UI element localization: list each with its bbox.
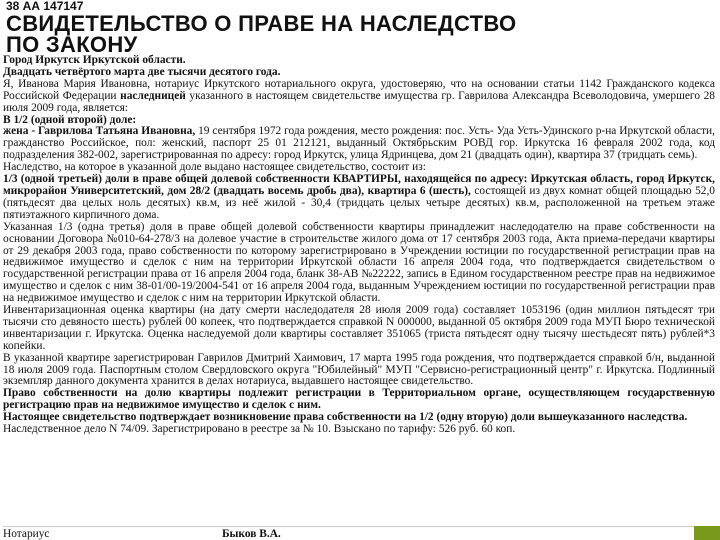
signature-line xyxy=(3,526,715,540)
notary-statement xyxy=(3,79,715,115)
estate-apartment-details: состоящей из двух комнат общей площадью 52,0 (пятьдесят два целых ноль десятых) кв.м, из неё жилой - 30,4 (тридцать целых четыре десятых) кв.м, расположенной на третьем этаже пятиэтажного кирпичного дома. xyxy=(3,184,716,221)
certificate-note: Настоящее свидетельство подтверждает возникновение права собственности на 1/2 (одну вторую) доли вышеуказанного наследства. xyxy=(3,411,688,424)
issue-date: Двадцать четвёртого марта две тысячи десятого года. xyxy=(3,65,281,78)
heir-personal-data: 19 сентября 1972 года рождения, место рождения: пос. Усть- Уда Усть-Удинского р-на Иркутской области, гражданство Российское, пол: женский, паспорт 25 01 212121, выданный Октябрьским РОВД гор. Иркутска 16 февраля 2002 года, код подразделения 382-002, зарегистрированная по адресу: город Иркутск, улица Ядринцева, дом 21 (двадцать один), квартира 37 (тридцать семь). xyxy=(3,125,716,162)
corner-mark xyxy=(694,526,720,540)
estate-apartment: 1/3 (одной третьей) доли в праве общей долевой собственности КВАРТИРЫ, находящейся по адресу: Иркутская область, город Иркутск, микрорайон Университетский, дом 28/2 (двадцать восемь дробь два), квартира 6 (шесть), xyxy=(3,173,715,197)
document-header xyxy=(6,0,714,55)
issue-city: Город Иркутск Иркутской области. xyxy=(3,54,186,66)
share-heading: В 1/2 (одной второй) доле: xyxy=(3,113,137,126)
heir-details xyxy=(3,126,715,162)
case-info: Наследственное дело N 74/09. Зарегистрировано в реестре за № 10. Взыскано по тарифу: 526 руб. 60 коп. xyxy=(3,423,516,436)
document-title-line-2: ПО ЗАКОНУ xyxy=(6,32,138,57)
signature-name: Быков В.А. xyxy=(222,528,281,540)
cohabitant-info: В указанной квартире зарегистрирован Гаврилов Дмитрий Хаимович, 17 марта 1995 года рождения, что подтверждается справкой б/н, выданной 18 июля 2009 года. Паспортным столом Свердловского округа "Юбилейный" МУП "Сервисно-регистрационный центр" г. Иркутска. Подлинный экземпляр данного документа хранится в делах нотариуса, выдавшего настоящее свидетельство. xyxy=(3,351,715,388)
ownership-basis: Указанная 1/3 (одна третья) доля в праве общей долевой собственности квартиры принадлежит наследодателю на праве собственности на основании Договора №010-64-278/3 на долевое участие в строительстве жилого дома от 17 сентября 2003 года, Акта приема-передачи квартиры от 29 декабря 2003 года, право собственности по которому зарегистрировано в Учреждении юстиции по государственной регистрации прав на недвижимое имущество и сделок с ним на территории Иркутской области 16 апреля 2004 года, что подтверждается свидетельством о государственной регистрации права от 16 апреля 2004 года, бланк 38-АВ №22222, запись в Едином государственном реестре прав на недвижимое имущество и сделок с ним 38-01/00-19/2004-541 от 16 апреля 2004 года, выданным Учреждением юстиции по государственной регистрации прав на недвижимое имущество и сделок с ним на территории Иркутской области. xyxy=(3,220,715,305)
heir-name: жена - Гаврилова Татьяна Ивановна, xyxy=(3,125,196,138)
document-body xyxy=(3,55,715,436)
document-title-line-1: СВИДЕТЕЛЬСТВО О ПРАВЕ НА НАСЛЕДСТВО xyxy=(6,11,517,36)
estate-description xyxy=(3,174,715,222)
valuation: Инвентаризационная оценка квартиры (на дату смерти наследодателя 28 июля 2009 года) составляет 1053196 (один миллион пятьдесят три тысячи сто девяносто шесть) рублей 00 копеек, что подтверждается справкой N 000000, выданной 05 октября 2009 года МУП Бюро технической инвентаризации г. Иркутска. Оценка наследуемой доли квартиры составляет 351065 (триста пятьдесят одну тысячу шестьдесят пять) рублей*3 копейки. xyxy=(3,304,715,352)
heir-role: наследницей xyxy=(120,89,186,102)
registration-note: Право собственности на долю квартиры подлежит регистрации в Территориальном органе, осуществляющем государственную регистрацию прав на недвижимое имущество и сделок с ним. xyxy=(3,387,715,412)
notary-statement-part-2: указанного в настоящем свидетельстве имущества гр. Гаврилова Александра Всеволодовича, умершего 28 июля 2009 года, является: xyxy=(3,89,715,114)
notary-statement-part-1: Я, Иванова Мария Ивановна, нотариус Иркутского нотариального округа, удостоверяю, что на основании статьи 1142 Гражданского кодекса Российской Федерации xyxy=(3,77,715,102)
estate-intro: Наследство, на которое в указанной доле выдано настоящее свидетельство, состоит из: xyxy=(3,161,426,174)
series-number: 38 АА 147147 xyxy=(6,0,84,13)
signature-role: Нотариус xyxy=(3,528,50,540)
